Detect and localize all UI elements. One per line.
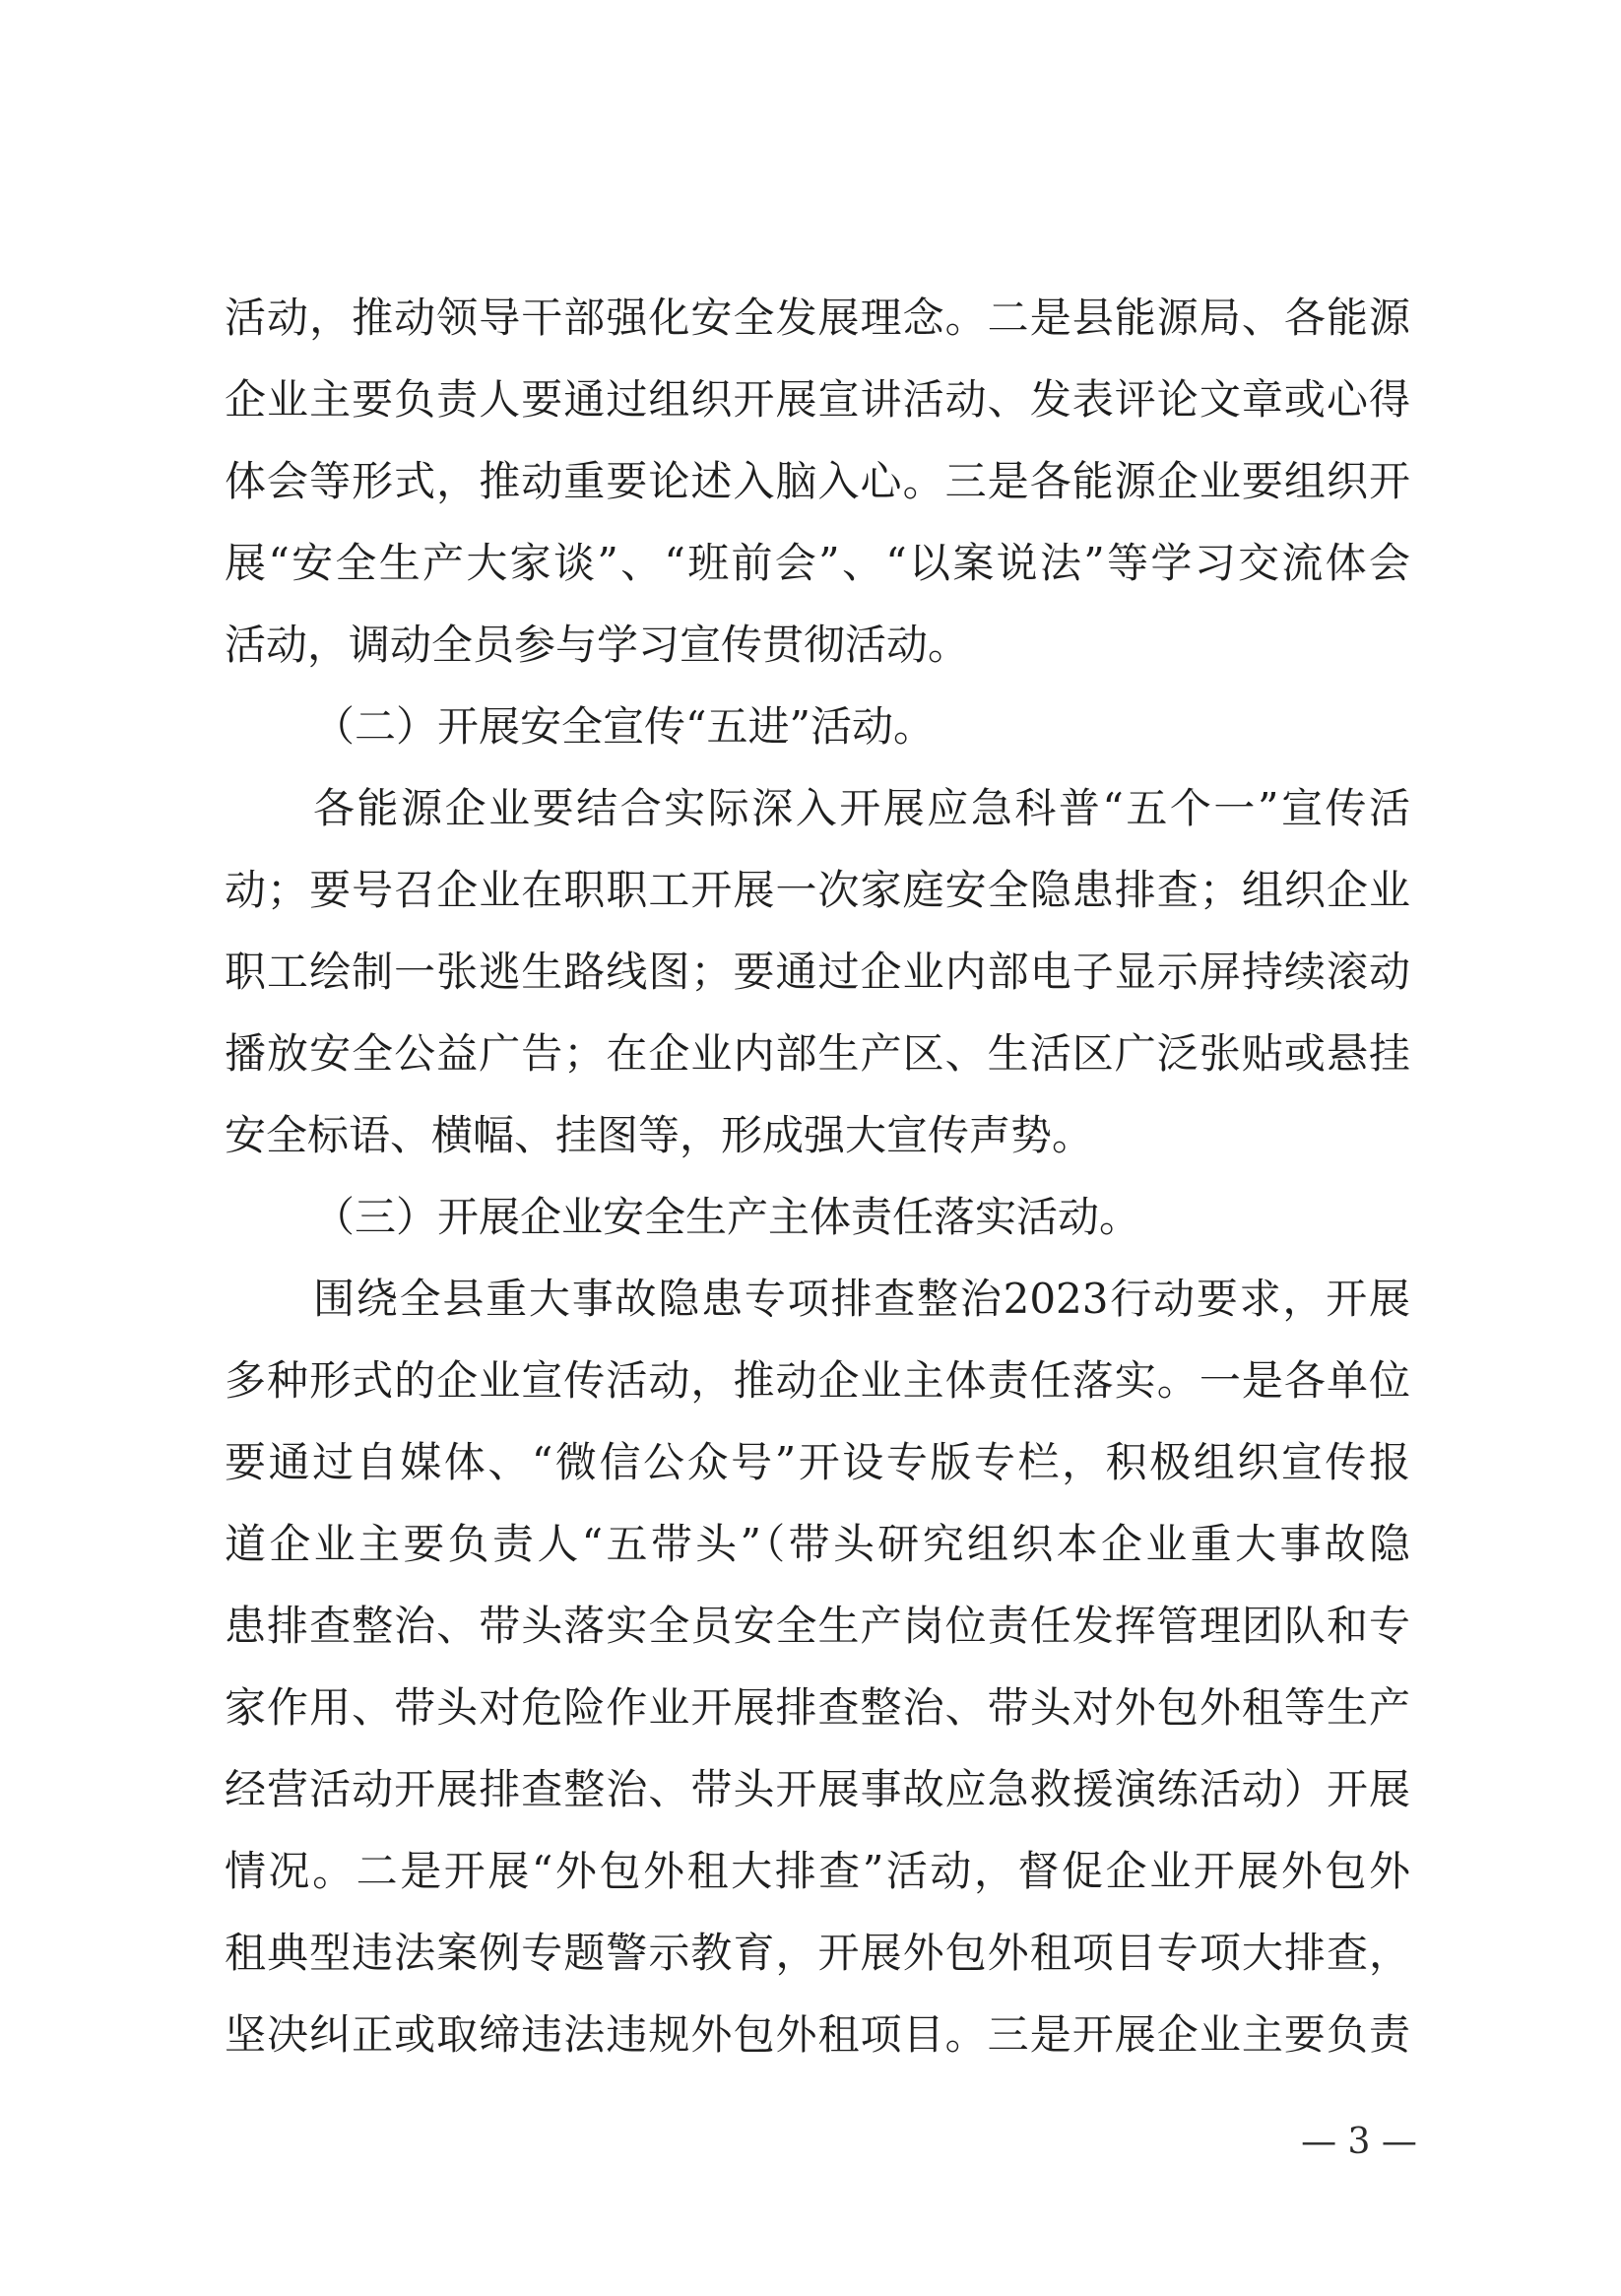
body-line-10: 播放安全公益广告；在企业内部生产区、生活区广泛张贴或悬挂	[225, 1029, 1410, 1078]
section-heading-2: （二）开展安全宣传“五进”活动。	[313, 702, 935, 751]
body-line-1: 活动，推动领导干部强化安全发展理念。二是县能源局、各能源	[225, 294, 1410, 342]
body-line-2: 企业主要负责人要通过组织开展宣讲活动、发表评论文章或心得	[225, 375, 1410, 424]
body-line-11: 安全标语、横幅、挂图等，形成强大宣传声势。	[225, 1111, 1094, 1159]
body-line-16: 道企业主要负责人“五带头”（带头研究组织本企业重大事故隐	[225, 1520, 1410, 1568]
body-line-14: 多种形式的企业宣传活动，推动企业主体责任落实。一是各单位	[225, 1356, 1410, 1405]
body-line-8: 动；要号召企业在职职工开展一次家庭安全隐患排查；组织企业	[225, 866, 1410, 914]
body-line-13: 围绕全县重大事故隐患专项排查整治2023行动要求，开展	[313, 1275, 1410, 1323]
body-line-15: 要通过自媒体、“微信公众号”开设专版专栏，积极组织宣传报	[225, 1438, 1410, 1486]
body-line-9: 职工绘制一张逃生路线图；要通过企业内部电子显示屏持续滚动	[225, 948, 1410, 996]
body-line-18: 家作用、带头对危险作业开展排查整治、带头对外包外租等生产	[225, 1683, 1410, 1732]
body-line-7: 各能源企业要结合实际深入开展应急科普“五个一”宣传活	[313, 784, 1410, 832]
body-line-3: 体会等形式，推动重要论述入脑入心。三是各能源企业要组织开	[225, 457, 1410, 505]
body-line-17: 患排查整治、带头落实全员安全生产岗位责任发挥管理团队和专	[225, 1602, 1410, 1650]
body-line-20: 情况。二是开展“外包外租大排查”活动，督促企业开展外包外	[225, 1847, 1410, 1895]
section-heading-3: （三）开展企业安全生产主体责任落实活动。	[313, 1193, 1141, 1241]
body-line-21: 租典型违法案例专题警示教育，开展外包外租项目专项大排查，	[225, 1929, 1410, 1977]
body-line-22: 坚决纠正或取缔违法违规外包外租项目。三是开展企业主要负责	[225, 2010, 1410, 2059]
body-line-19: 经营活动开展排查整治、带头开展事故应急救援演练活动）开展	[225, 1765, 1410, 1813]
body-line-5: 活动，调动全员参与学习宣传贯彻活动。	[225, 621, 970, 669]
page-number: — 3 —	[1301, 2122, 1417, 2162]
body-line-4: 展“安全生产大家谈”、“班前会”、“以案说法”等学习交流体会	[225, 539, 1410, 587]
